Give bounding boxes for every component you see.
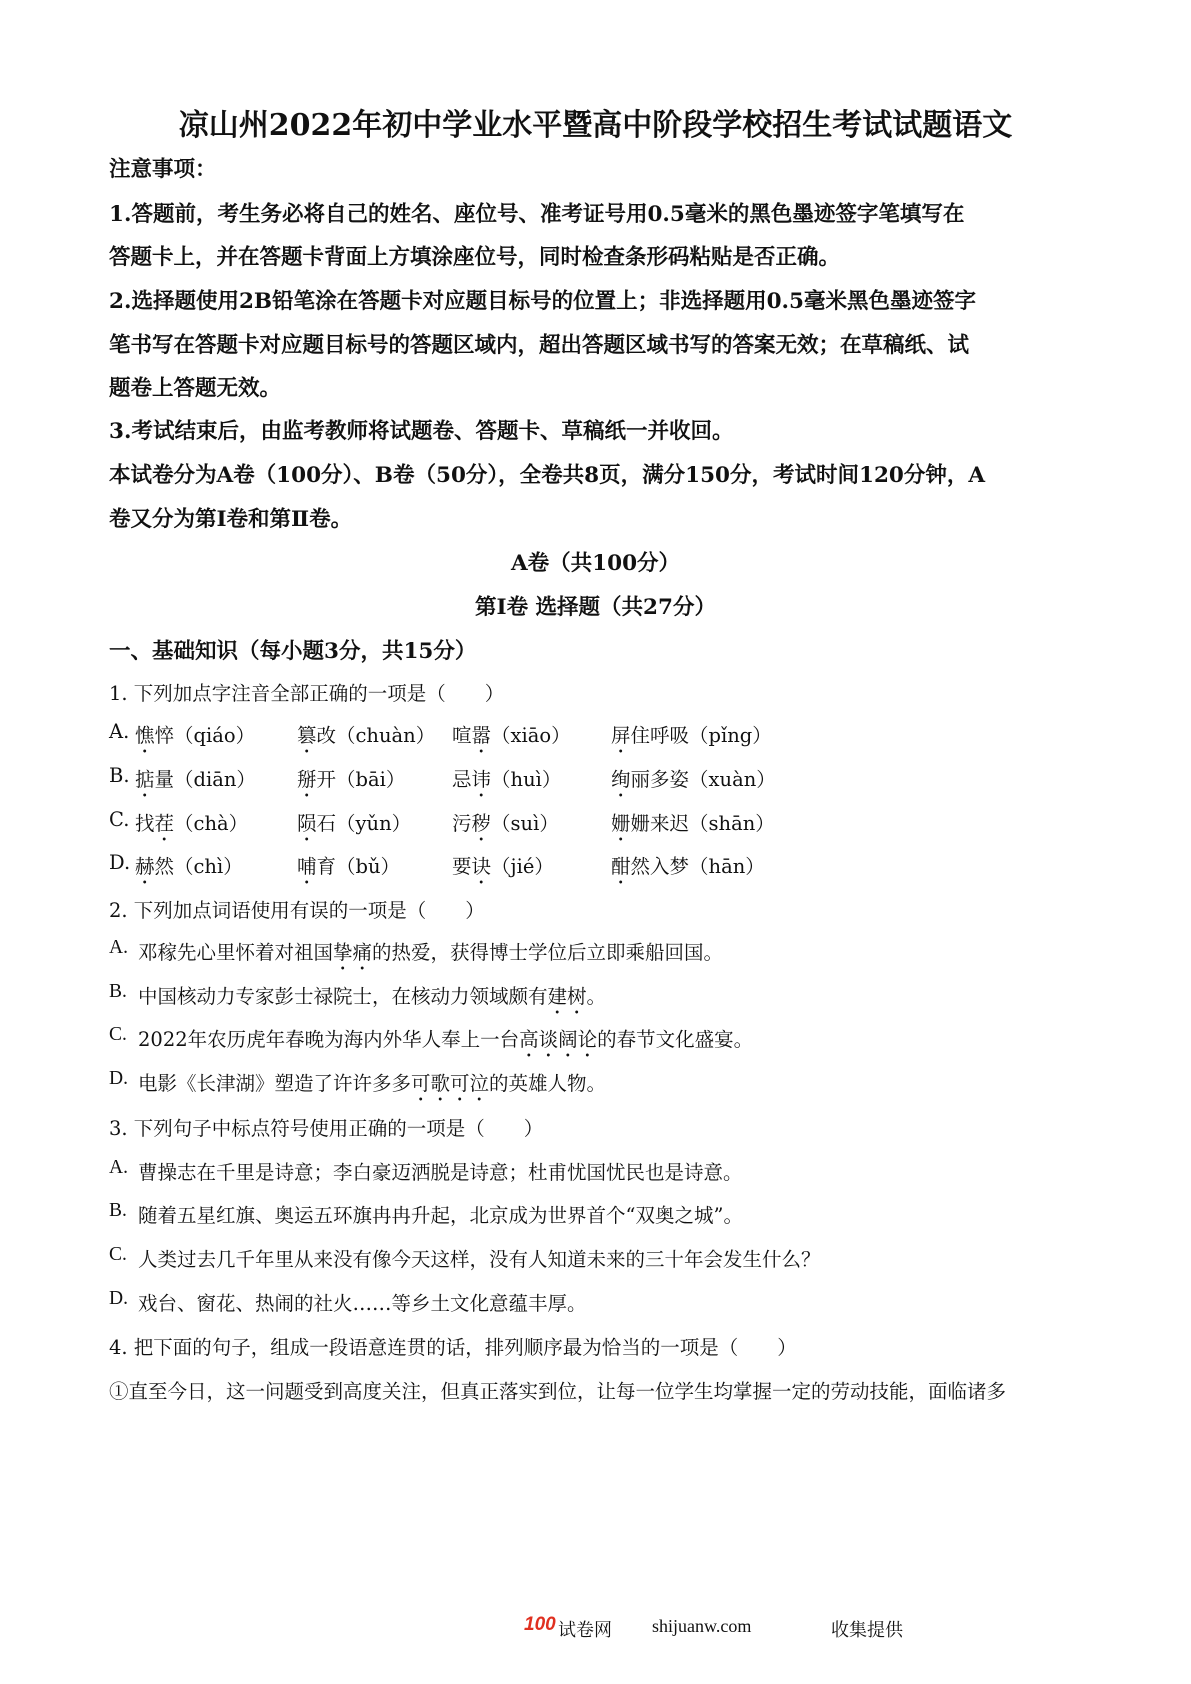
word-text: 开（bāi）: [316, 768, 406, 791]
option-label: A.: [109, 1157, 128, 1178]
dotted-character: 掰: [297, 768, 317, 791]
word-text: 然入梦（hān）: [630, 855, 765, 878]
word-text: 然（chì）: [154, 855, 243, 878]
word-text: 育（bǔ）: [316, 855, 401, 878]
option-text: 曹操志在千里是诗意；李白豪迈洒脱是诗意；杜甫忧国忧民也是诗意。: [138, 1161, 743, 1184]
notice-heading: 注意事项：: [109, 157, 217, 182]
word-text: （xiāo）: [491, 724, 571, 747]
option-text: 戏台、窗花、热闹的社火……等乡土文化意蕴丰厚。: [138, 1292, 587, 1315]
pinyin-item: [297, 808, 411, 846]
question-4-sentence: ①直至今日，这一问题受到高度关注，但真正落实到位，让每一位学生均掌握一定的劳动技能，面临诸多: [109, 1380, 1007, 1403]
notice-line: 笔书写在答题卡对应题目标号的答题区域内，超出答题区域书写的答案无效；在草稿纸、试: [109, 333, 970, 358]
notice-line: 题卷上答题无效。: [109, 376, 282, 401]
dotted-character: 姗: [611, 812, 631, 835]
option-label: B.: [109, 764, 130, 787]
word-text: 喧: [452, 724, 472, 747]
page-title: 凉山州2022年初中学业水平暨高中阶段学校招生考试试题语文: [178, 108, 1013, 143]
option-text-part: 电影《长津湖》塑造了许许多多: [138, 1072, 412, 1095]
dotted-character: 掂: [135, 768, 155, 791]
pinyin-item: [297, 851, 400, 889]
notice-line: 本试卷分为A卷（100分）、B卷（50分），全卷共8页，满分150分，考试时间120分钟，A: [109, 463, 986, 488]
option-text: [138, 1024, 753, 1062]
footer-site[interactable]: shijuanw.com: [652, 1616, 752, 1636]
option-text-part: 2022年农历虎年春晚为海内外华人奉上一台: [138, 1028, 520, 1051]
part-1-heading: 第Ⅰ卷 选择题（共27分）: [475, 595, 716, 620]
option-text-part: 的春节文化盛宴。: [597, 1028, 754, 1051]
dotted-character: 憔: [135, 724, 155, 747]
word-text: 找: [135, 812, 155, 835]
option-text-part: 的热爱，获得博士学位后立即乘船回国。: [372, 941, 724, 964]
dotted-character: 哺: [297, 855, 317, 878]
pinyin-item: [135, 764, 256, 802]
word-text: 姗来迟（shān）: [630, 812, 775, 835]
dotted-character: 篡: [297, 724, 317, 747]
word-text: 忌: [452, 768, 472, 791]
dotted-character: 嚣: [471, 724, 492, 747]
option-label: D.: [109, 1288, 128, 1309]
footer-brand: 试卷网: [558, 1620, 612, 1641]
option-text: [138, 1068, 606, 1106]
notice-line: 答题卡上，并在答题卡背面上方填涂座位号，同时检查条形码粘贴是否正确。: [109, 245, 841, 270]
option-label: D.: [109, 851, 131, 874]
pinyin-item: [611, 720, 772, 758]
dotted-phrase: 挚痛: [333, 941, 373, 964]
option-label: A.: [109, 937, 128, 958]
dotted-character: 赫: [135, 855, 155, 878]
option-label: C.: [109, 1244, 127, 1265]
dotted-character: 讳: [471, 768, 492, 791]
notice-line: 卷又分为第Ⅰ卷和第Ⅱ卷。: [109, 507, 353, 532]
option-text: 随着五星红旗、奥运五环旗冉冉升起，北京成为世界首个“双奥之城”。: [138, 1204, 743, 1227]
option-label: B.: [109, 981, 127, 1002]
option-label: C.: [109, 1024, 127, 1045]
pinyin-item: [452, 851, 554, 889]
dotted-character: 陨: [297, 812, 317, 835]
option-text-part: 中国核动力专家彭士禄院士，在核动力领域颇有: [138, 985, 548, 1008]
question-1-stem: 1. 下列加点字注音全部正确的一项是（ ）: [109, 682, 505, 705]
word-text: （suì）: [491, 812, 559, 835]
option-label: A.: [109, 720, 130, 743]
word-text: 悴（qiáo）: [154, 724, 256, 747]
pinyin-item: [297, 764, 405, 802]
option-text-part: 。: [586, 985, 607, 1008]
dotted-character: 秽: [471, 812, 492, 835]
pinyin-item: [611, 764, 776, 802]
pinyin-item: [135, 851, 243, 889]
question-3-stem: 3. 下列句子中标点符号使用正确的一项是（ ）: [109, 1117, 544, 1140]
word-text: （jié）: [491, 855, 554, 878]
word-text: 改（chuàn）: [316, 724, 436, 747]
site-logo: 100: [524, 1614, 556, 1635]
word-text: 住呼吸（pǐng）: [630, 724, 772, 747]
footer-provided: 收集提供: [831, 1620, 903, 1641]
option-label: D.: [109, 1068, 128, 1089]
pinyin-item: [452, 808, 559, 846]
pinyin-item: [611, 808, 775, 846]
pinyin-item: [452, 720, 571, 758]
notice-line: 1.答题前，考生务必将自己的姓名、座位号、准考证号用0.5毫米的黑色墨迹签字笔填写在: [109, 202, 965, 227]
pinyin-item: [452, 764, 561, 802]
option-label: B.: [109, 1200, 127, 1221]
dotted-character: 酣: [611, 855, 631, 878]
option-text: 人类过去几千年里从来没有像今天这样，没有人知道未来的三十年会发生什么？: [138, 1248, 821, 1271]
option-text-part: 的英雄人物。: [489, 1072, 607, 1095]
word-text: 要: [452, 855, 472, 878]
word-text: （huì）: [491, 768, 562, 791]
dotted-character: 茬: [154, 812, 175, 835]
pinyin-item: [611, 851, 765, 889]
pinyin-item: [135, 808, 248, 846]
word-text: 石（yǔn）: [316, 812, 412, 835]
dotted-character: 诀: [471, 855, 492, 878]
dotted-phrase: 可歌可泣: [411, 1072, 490, 1095]
dotted-character: 绚: [611, 768, 631, 791]
option-text-part: 邓稼先心里怀着对祖国: [138, 941, 334, 964]
word-text: 量（diān）: [154, 768, 256, 791]
option-text: [138, 937, 723, 975]
dotted-phrase: 建树: [547, 985, 587, 1008]
word-text: 丽多姿（xuàn）: [630, 768, 776, 791]
section-a-heading: A卷（共100分）: [510, 551, 681, 576]
notice-line: 3.考试结束后，由监考教师将试题卷、答题卡、草稿纸一并收回。: [109, 419, 734, 444]
pinyin-item: [135, 720, 255, 758]
question-2-stem: 2. 下列加点词语使用有误的一项是（ ）: [109, 899, 485, 922]
part-heading: 一、基础知识（每小题3分，共15分）: [109, 639, 477, 664]
dotted-character: 屏: [611, 724, 631, 747]
option-text: [138, 981, 606, 1019]
question-4-stem: 4. 把下面的句子，组成一段语意连贯的话，排列顺序最为恰当的一项是（ ）: [109, 1336, 797, 1359]
word-text: 污: [452, 812, 472, 835]
pinyin-item: [297, 720, 435, 758]
dotted-phrase: 高谈阔论: [519, 1028, 598, 1051]
option-label: C.: [109, 808, 130, 831]
word-text: （chà）: [174, 812, 249, 835]
notice-line: 2.选择题使用2B铅笔涂在答题卡对应题目标号的位置上；非选择题用0.5毫米黑色墨迹签字: [109, 289, 976, 314]
